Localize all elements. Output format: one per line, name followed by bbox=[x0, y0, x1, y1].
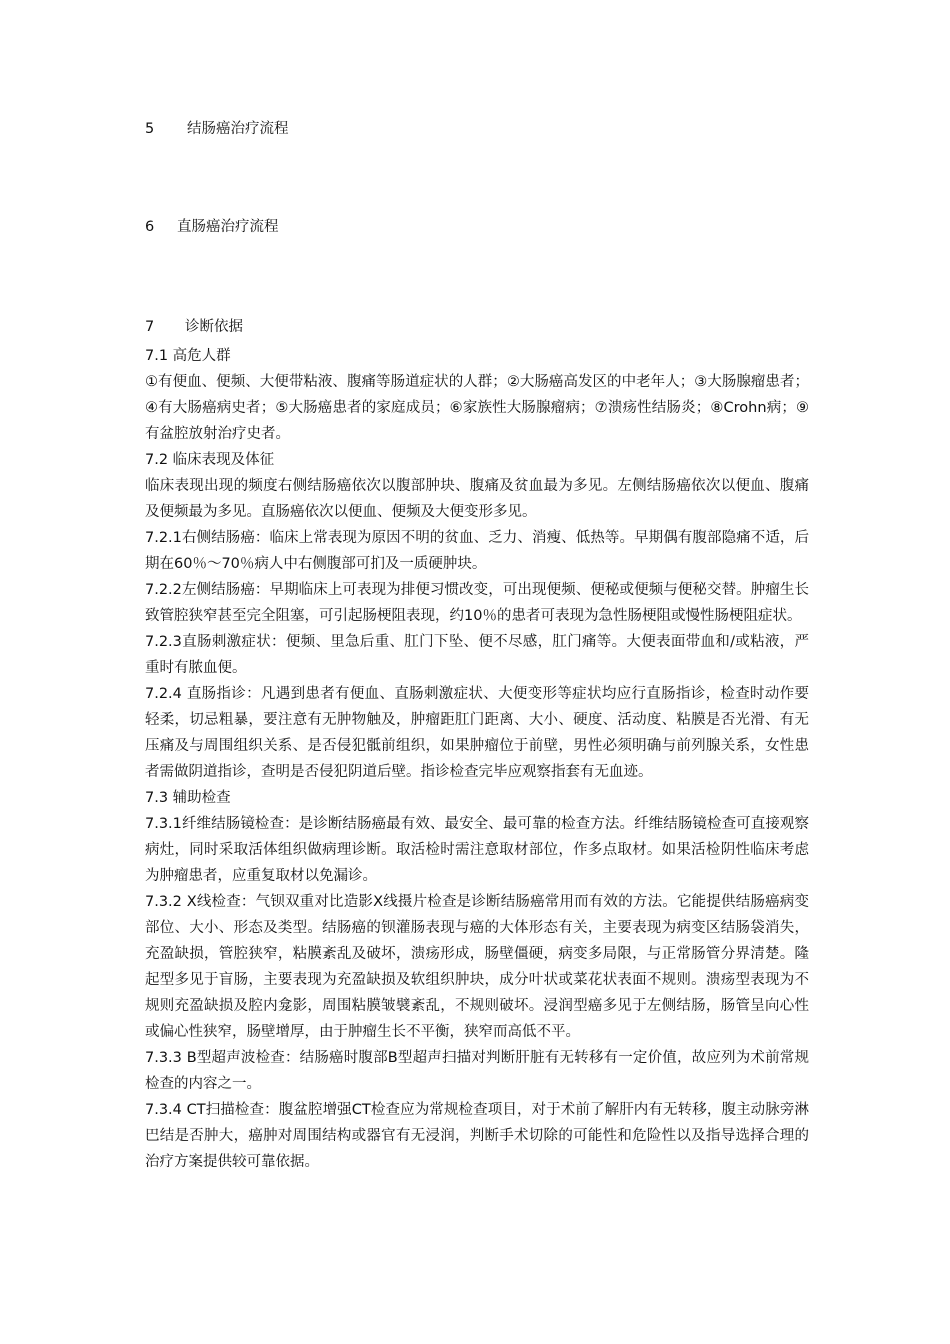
paragraph-clinical-overview: 临床表现出现的频度右侧结肠癌依次以腹部肿块、腹痛及贫血最为多见。左侧结肠癌依次以便血、腹痛及便频最为多见。直肠癌依次以便血、便频及大便变形多见。 bbox=[145, 478, 809, 520]
subheading-7-3: 7.3 辅助检查 bbox=[145, 790, 231, 806]
paragraph-7-2-3: 7.2.3直肠刺激症状：便频、里急后重、肛门下坠、便不尽感，肛门痛等。大便表面带血和/或粘液，严重时有脓血便。 bbox=[145, 634, 809, 676]
section-title: 结肠癌治疗流程 bbox=[187, 121, 289, 137]
subheading-7-1: 7.1 高危人群 bbox=[145, 348, 231, 364]
section-heading-7 bbox=[145, 317, 243, 337]
paragraph-7-3-3: 7.3.3 B型超声波检查：结肠癌时腹部B型超声扫描对判断肝脏有无转移有一定价值，故应列为术前常规检查的内容之一。 bbox=[145, 1050, 809, 1092]
paragraph-7-3-1: 7.3.1纤维结肠镜检查：是诊断结肠癌最有效、最安全、最可靠的检查方法。纤维结肠镜检查可直接观察病灶，同时采取活体组织做病理诊断。取活检时需注意取材部位，作多点取材。如果活检阴性临床考虑为肿瘤患者，应重复取材以免漏诊。 bbox=[145, 816, 809, 884]
section-heading-5 bbox=[145, 119, 289, 139]
section-heading-6 bbox=[145, 217, 279, 237]
section-number: 6 bbox=[145, 219, 155, 235]
paragraph-7-2-2: 7.2.2左侧结肠癌：早期临床上可表现为排便习惯改变，可出现便频、便秘或便频与便秘交替。肿瘤生长致管腔狭窄甚至完全阻塞，可引起肠梗阻表现，约10％的患者可表现为急性肠梗阻或慢性肠梗阻症状。 bbox=[145, 582, 809, 624]
section-title: 诊断依据 bbox=[185, 319, 243, 335]
section-number: 5 bbox=[145, 121, 155, 137]
document-body bbox=[145, 343, 809, 1175]
paragraph-7-2-1: 7.2.1右侧结肠癌：临床上常表现为原因不明的贫血、乏力、消瘦、低热等。早期偶有腹部隐痛不适，后期在60％～70％病人中右侧腹部可扪及一质硬肿块。 bbox=[145, 530, 809, 572]
paragraph-7-2-4: 7.2.4 直肠指诊：凡遇到患者有便血、直肠刺激症状、大便变形等症状均应行直肠指诊，检查时动作要轻柔，切忌粗暴，要注意有无肿物触及，肿瘤距肛门距离、大小、硬度、活动度、粘膜是否光滑、有无压痛及与周围组织关系、是否侵犯骶前组织，如果肿瘤位于前壁，男性必须明确与前列腺关系，女性患者需做阴道指诊，查明是否侵犯阴道后壁。指诊检查完毕应观察指套有无血迹。 bbox=[145, 686, 809, 780]
section-number: 7 bbox=[145, 319, 155, 335]
paragraph-7-3-2: 7.3.2 X线检查：气钡双重对比造影X线摄片检查是诊断结肠癌常用而有效的方法。它能提供结肠癌病变部位、大小、形态及类型。结肠癌的钡灌肠表现与癌的大体形态有关，主要表现为病变区结肠袋消失，充盈缺损，管腔狭窄，粘膜紊乱及破坏，溃疡形成，肠壁僵硬，病变多局限，与正常肠管分界清楚。隆起型多见于盲肠，主要表现为充盈缺损及软组织肿块，成分叶状或菜花状表面不规则。溃疡型表现为不规则充盈缺损及腔内龛影，周围粘膜皱襞紊乱，不规则破坏。浸润型癌多见于左侧结肠，肠管呈向心性或偏心性狭窄，肠壁增厚，由于肿瘤生长不平衡，狭窄而高低不平。 bbox=[145, 894, 809, 1040]
section-title: 直肠癌治疗流程 bbox=[177, 219, 279, 235]
subheading-7-2: 7.2 临床表现及体征 bbox=[145, 452, 275, 468]
paragraph-7-3-4: 7.3.4 CT扫描检查：腹盆腔增强CT检查应为常规检查项目，对于术前了解肝内有无转移，腹主动脉旁淋巴结是否肿大，癌肿对周围结构或器官有无浸润，判断手术切除的可能性和危险性以及指导选择合理的治疗方案提供较可靠依据。 bbox=[145, 1102, 809, 1170]
paragraph-high-risk-groups: ①有便血、便频、大便带粘液、腹痛等肠道症状的人群；②大肠癌高发区的中老年人；③大肠腺瘤患者；④有大肠癌病史者；⑤大肠癌患者的家庭成员；⑥家族性大肠腺瘤病；⑦溃疡性结肠炎；⑧Crohn病；⑨有盆腔放射治疗史者。 bbox=[145, 374, 809, 442]
